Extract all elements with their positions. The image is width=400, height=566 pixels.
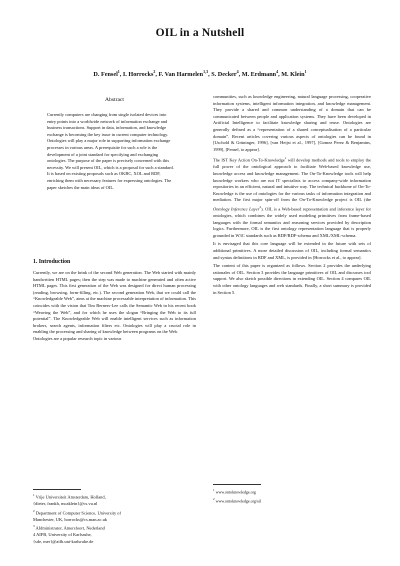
footnote-text: www.ontoknowledge.org [214,489,256,495]
right-column-body [213,94,371,298]
section-heading-introduction: 1. Introduction [33,259,71,265]
affiliation-text: {dieter, frankh, mcaklein}@cs.vu.nl [33,501,98,507]
author-name [281,71,306,78]
affiliation-text: AIdministrator, Amersfoort, Nederland [35,525,105,531]
affiliation-mark: 2 [33,508,35,513]
affiliation-text: {sde, mer}@aifb.uni-karlsruhe.de [33,539,94,545]
affiliation-line [33,517,196,524]
abstract-text: Currently computers are changing from single isolated devices into entry points into a worldwide network of information exchange and business transactions. Support in data, information, and knowledge exchange is becoming the key issue in current computer technology. Ontologies will play a major role in supporting information exchange processes in various areas. A prerequisite for such a role is the development of a joint standard for specifying and exchanging ontologies. The purpose of the paper is precisely concerned with this necessity. We will present OIL, which is a proposal for such a standard. It is based on existing proposals such as OKBC, XOL and RDF, enriching them with necessary features for expressing ontologies. The paper sketches the main ideas of OIL. [47,112,174,190]
footnote-line [213,496,371,505]
p2-part-a: The IST Key Action On-To-Knowledge [213,157,285,163]
affiliation-text: Department of Computer Science, University of [35,510,121,516]
oil-expansion: Ontology Inference Layer [213,206,260,212]
p2-part-c: ). OIL is a Web-based representation and inference layer for ontologies, which combines the widely used modeling primitives from frame-based languages with the formal semantics and reasoning services provided by description logics. Furthermore, OIL is the first ontology representation language that is properly grounded in W3C standards such as RDF/RDF-schema and XML/XML-schema. [213,206,371,238]
affiliation-line [33,508,196,517]
author-list: D. Fensel$^1$, I. Horrocks$^2$, F. Van Harmelen$^{1,3}$, S. Decker$^4$, M. Erdmann$^4$, M. Klein$^1$ [93,69,307,79]
footnote-divider-right [213,484,261,485]
affiliation-line [33,501,196,508]
right-paragraph-4: The content of this paper is organized as follows. Section 2 provides the underlying rationales of OIL. Section 3 provides the language primitives of OIL and discusses tool support. We also sketch possible directions in extending OIL. Section 4 compares OIL with other ontology languages and web standards. Finally, a short summary is provided in Section 5. [213,263,371,295]
author-affiliation-mark: 4 [276,69,279,74]
author-affiliation-mark: 4 [236,69,239,74]
author-affiliation-mark: 1 [304,69,307,74]
author-affiliation-mark: 1,3 [203,69,209,74]
affiliation-text: Vrije Universiteit Amsterdam, Holland, [35,494,106,500]
footnote-divider-left [33,489,81,490]
author-name-text: M. Klein [281,71,305,79]
affiliation-line [33,492,196,501]
author-name [211,71,238,78]
footnotes [213,487,371,504]
footnote-mark: 2 [213,496,215,501]
p2-part-b: will develop methods and tools to employ the full power of the ontological approach to facilitate Web-based knowledge use, knowledge access and knowledge management. The On-To-Knowledge tools will help knowledge workers who are not IT specialists to access company-wide information repositories in an efficient, natural and intuitive way. The technical backbone of On-To-Knowledge is the use of ontologies for the various tasks of information integration and mediation. The first major spin-off from the On-To-Knowledge project is OIL (the [213,157,371,203]
affiliation-mark: 1 [33,493,35,497]
affiliations [33,492,196,546]
author-name-text: M. Erdmann [241,71,277,79]
affiliation-line [33,523,196,532]
introduction-body [33,270,196,343]
affiliation-mark: 3 [33,524,35,529]
paper-title: OIL in a Nutshell [155,27,245,39]
intro-paragraph-2: Ontologies are a popular research topic in various [33,335,122,341]
author-affiliation-mark: 2 [153,69,156,74]
author-name [158,71,208,78]
author-name-text: I. Horrocks [122,71,154,79]
affiliation-line [33,539,196,546]
author-name [93,71,119,78]
author-affiliation-mark: 1 [117,69,120,74]
footnote-text: www.ontoknowledge.org/oil [214,497,262,503]
right-paragraph-2 [213,155,371,239]
footnote-mark: 1 [213,488,215,492]
affiliation-text: Manchester, UK, horrocks@cs.man.ac.uk [33,516,108,522]
intro-paragraph-1: Currently, we are on the brink of the second Web generation. The Web started with mainly handwritten HTML pages; then the step was made to machine generated and often active HTML pages. This first generation of the Web was designed for direct human processing (reading, browsing, form-filling, etc.). The second generation Web, that we could call the “Knowledgeable Web”, aims at the machine processable interpretation of information. This coincides with the vision that Tim Berners-Lee calls the Semantic Web in his recent book “Weaving the Web”, and for which he uses the slogan “Bringing the Web to its full potential”. The Knowledgeable Web will enable intelligent services such as information brokers, search agents, information filters etc. Ontologies will play a crucial role in enabling the processing and sharing of knowledge between programs on the Web. [33,270,196,335]
author-name [242,71,278,78]
footnote-ref-1: 1 [284,156,287,161]
author-name-text: S. Decker [211,71,237,79]
author-name-text: D. Fensel [93,71,118,79]
footnote-line [213,487,371,496]
affiliation-text: 4 AIFB, University of Karlsruhe, [33,532,92,538]
right-paragraph-1: communities, such as knowledge engineering, natural language processing, cooperative information systems, intelligent information integration, and knowledge management. They provide a shared and common understanding of a domain that can be communicated between people and application systems. They have been developed in Artificial Intelligence to facilitate knowledge sharing and reuse. Ontologies are generally defined as a “representation of a shared conceptualisation of a particular domain”. Recent articles covering various aspects of ontologies can be found in [Uschold & Grüninger, 1996], [van Heijst et al., 1997], [Gomez Perez & Benjamins, 1999], [Fensel, to appear]. [213,94,371,152]
author-name-text: F. Van Harmelen [158,71,204,79]
abstract-heading: Abstract [105,97,124,103]
right-paragraph-3: It is envisaged that this core language will be extended in the future with sets of additional primitives. A more detailed discussion of OIL, including formal semantics and syntax definitions in RDF and XML, is provided in [Horrocks et al., to appear]. [213,241,371,260]
author-name [123,71,155,78]
footnote-ref-2: 2 [259,204,262,209]
affiliation-line [33,532,196,539]
